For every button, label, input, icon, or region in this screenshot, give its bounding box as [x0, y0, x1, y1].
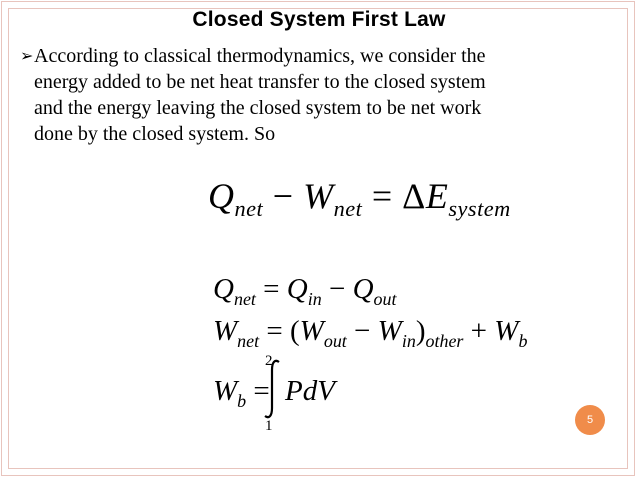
equation-boundary-work: $W_b$ =: [213, 375, 270, 411]
equation-first-law: $Q_{net} - W_{net} = \Delta E_{system}$: [208, 176, 511, 222]
paragraph-line-1: According to classical thermodynamics, we consider the: [34, 45, 486, 67]
slide-title: Closed System First Law: [192, 8, 446, 31]
integral-lower-limit: 1: [265, 418, 273, 434]
equation-net-work: $W_{net} = (W_{out} - W_{in})_{other} + W_b$: [213, 315, 528, 351]
equation-net-heat: $Q_{net} = Q_{in} - Q_{out}$: [213, 273, 397, 309]
page-number-badge: 5: [575, 405, 605, 435]
integrand: PdV: [285, 375, 335, 407]
paragraph-line-3: and the energy leaving the closed system to be net work: [34, 97, 482, 119]
paragraph-line-4: done by the closed system. So: [34, 123, 276, 145]
bullet-paragraph: [20, 43, 610, 147]
arrow-bullet-icon: ➢: [20, 46, 34, 65]
paragraph-line-2: energy added to be net heat transfer to the closed system: [34, 71, 486, 93]
integral-upper-limit: 2: [265, 353, 273, 369]
